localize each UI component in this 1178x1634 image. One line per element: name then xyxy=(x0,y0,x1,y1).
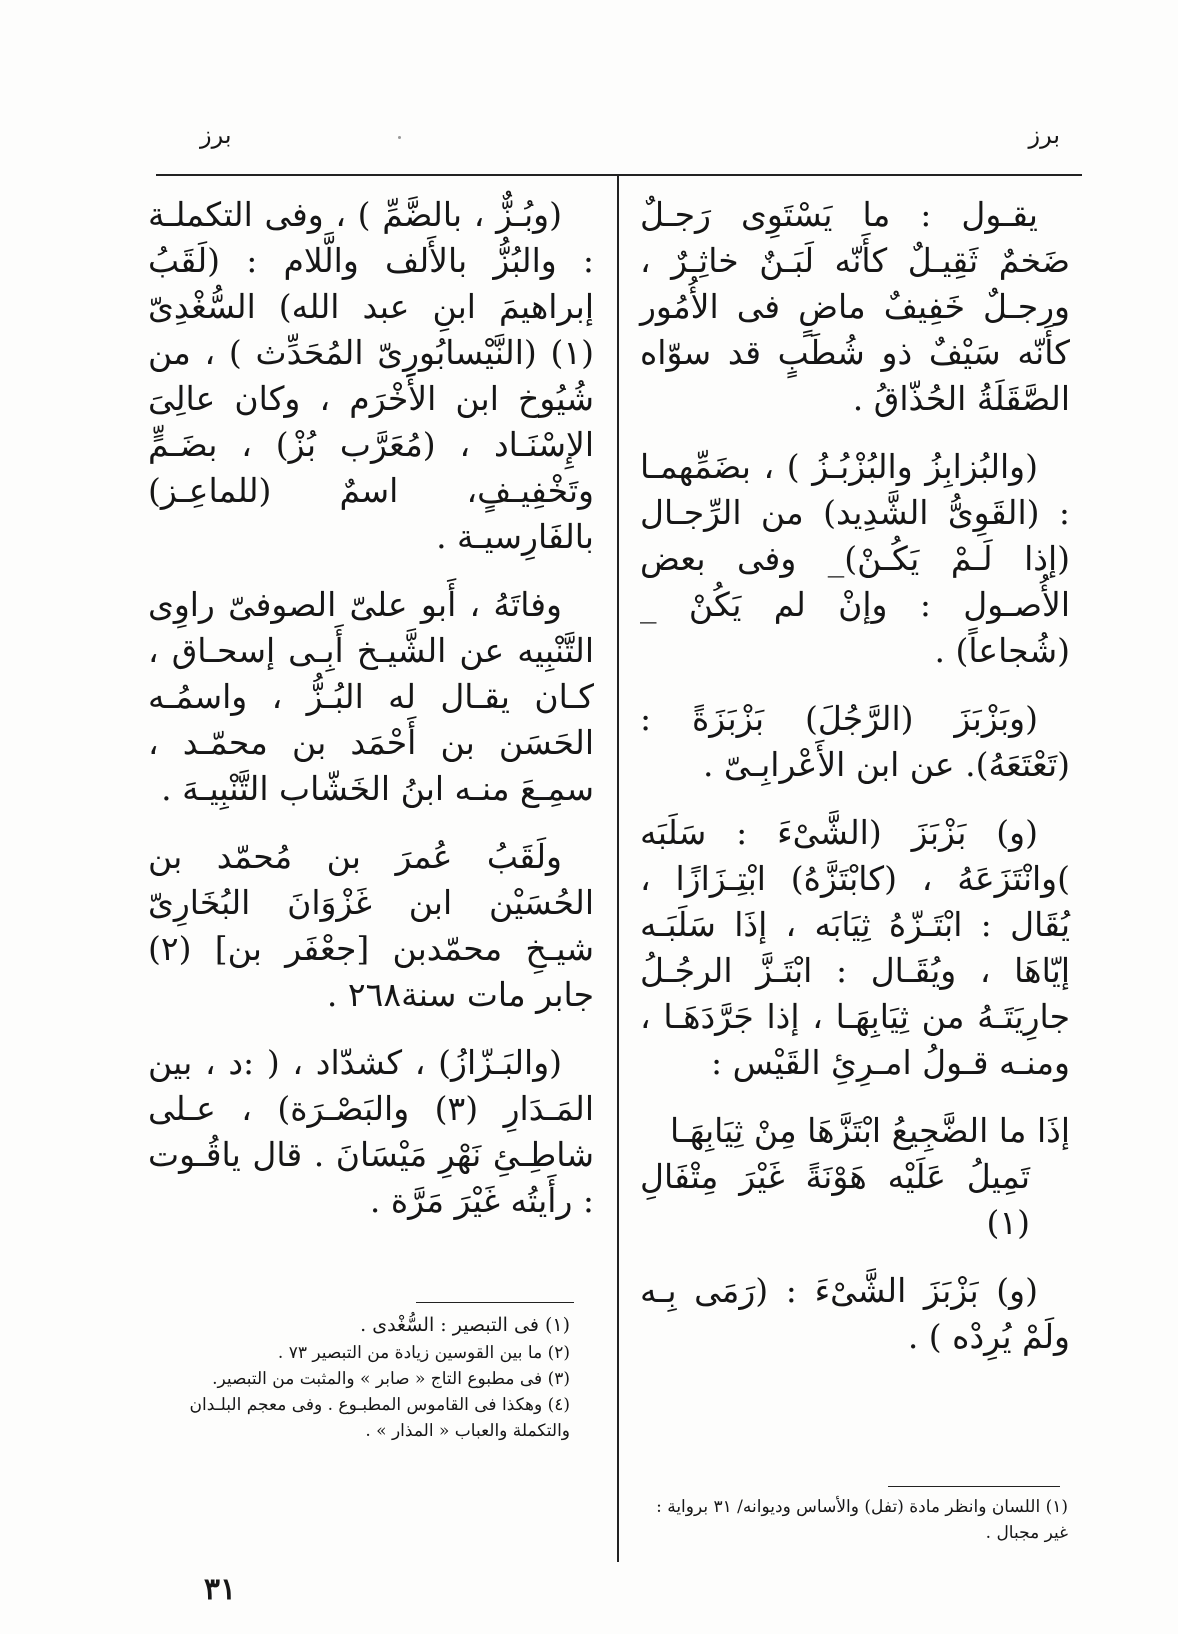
verse-hemistich-1: إذَا ما الضَّجِيعُ ابْتَزَّهَا مِنْ ثِيَابِهَـا xyxy=(670,1111,1070,1150)
paragraph: (و) بَزْبَزَ الشَّىْءَ : (رَمَى بِـه ولَمْ يُرِدْه ) . xyxy=(640,1271,1070,1356)
footnotes-left xyxy=(150,1310,570,1444)
paragraph: ولَقَبُ عُمرَ بن مُحمّد بن الحُسَيْن ابن غَزْوَانَ البُخَارِىّ شيـخِ محمّدبن [جعْفَر بن] (٢) جابر مات سنة٢٦٨ . xyxy=(148,837,594,1014)
print-speck xyxy=(398,136,401,139)
running-head-right: برز xyxy=(1028,121,1060,149)
header-rule xyxy=(156,174,1082,176)
footnote: (١) فى التبصير : السُّغْدى . xyxy=(360,1314,570,1336)
paragraph: (والبَـزّازُ) ، كشدّاد ، ( :د ، بين المَـدَارِ (٣) والبَصْـرَة) ، عـلى شاطِـئِ نَهْرِ مَيْسَانَ . قال ياقُـوت : رأَيتُه غَيْرَ مَرَّة . xyxy=(148,1043,594,1220)
footnote-rule-right xyxy=(888,1486,1060,1487)
poetry-verse xyxy=(640,1108,1070,1246)
paragraph: (و) بَزْبَزَ (الشَّىْءَ : سَلَبَه )وانْتَزَعَهُ ، (كابْتَزَّهُ) ابْتِـزَازًا ، يُقَال : ابْتَـزّهُ ثِيَابَه ، إذَا سَلَبَـه إيّاهَا ، ويُقَـال : ابْتَـزَّ الرجُـلُ جارِيَتَـهُ من ثِيَابِهَـا ، إذا جَرَّدَهَـا ، ومنـه قـولُ امـرِئِ القَيْس : xyxy=(640,813,1070,1082)
verse-hemistich-2: تَمِيلُ عَلَيْه هَوْنَةً غَيْرَ مِتْفَالِ (١) xyxy=(640,1157,1030,1242)
page-number: ٣١ xyxy=(203,1572,237,1607)
column-divider xyxy=(617,176,619,1562)
footnotes-right xyxy=(630,1494,1068,1546)
paragraph: (وبَزْبَزَ (الرَّجُلَ) بَزْبَزَةً : (تَعْتَعَهُ). عن ابن الأَعْرابِـىّ . xyxy=(640,699,1070,784)
footnote: (٢) ما بين القوسين زيادة من التبصير ٧٣ . xyxy=(277,1343,570,1363)
running-head-left: برز xyxy=(200,121,232,149)
paragraph: وفاتَهُ ، أَبو علىّ الصوفىّ راوِى التَّنْبِيه عن الشَّيـخ أَبِـى إسحـاق ، كـان يقـال له البُـزُّ ، واسمُـه الحَسَن بن أَحْمَد بن محمّـد ، سمِـعَ منـه ابنُ الخَشّاب التَّنْبِيـهَ . xyxy=(148,585,594,808)
footnote: (١) اللسان وانظر مادة (تفل) والأساس وديوانه/ ٣١ برواية : غير مجبال . xyxy=(656,1497,1068,1543)
paragraph: (وبُـزٌّ ، بالضَّمِّ ) ، وفى التكملـة : والبُزُّ بالأَلف والَّلام : (لَقَبُ إبراهيمَ ابنِ عبد الله) السُّغْدِىّ (١) (النَّيْسابُورِىّ المُحَدِّث ) ، من شُيُوخ ابن الأَخْرَم ، وكان عالِىَ الإِسْنَـاد ، (مُعَرَّب بُزْ) ، بضَـمٍّ وتَخْفِيـفٍ، اسمٌ (للماعِـز) بالفَارِسيـة . xyxy=(148,195,594,556)
footnote-rule-left xyxy=(416,1302,574,1303)
paragraph: يقـول : ما يَسْتَوِى رَجـلٌ ضَخمٌ ثَقِيـلٌ كأَنّه لَبَـنٌ خاثِـرٌ ، ورجـلٌ خَفِيفٌ ماضٍ فى الأُمُور كأَنّه سَيْفٌ ذو شُطَبٍ قد سوّاه الصَّقَلَةُ الحُذّاقُ . xyxy=(640,195,1070,418)
paragraph: (والبُزابِزُ والبُزْبُـزُ ) ، بضَمِّهمـا : (القَوِىُّ الشَّدِيد) من الرِّجـال (إذا لَـمْ يَكُـنْ)_ وفى بعض الأُصـول : وإنْ لم يَكُنْ _ (شُجاعاً) . xyxy=(640,447,1070,670)
footnote: (٣) فى مطبوع التاج « صابر » والمثبت من التبصير. xyxy=(212,1369,570,1389)
left-column xyxy=(148,192,594,1246)
right-column xyxy=(640,192,1070,1382)
footnote: (٤) وهكذا فى القاموس المطبـوع . وفى معجم البلـدان والتكملة والعباب « المذار » . xyxy=(189,1395,570,1441)
